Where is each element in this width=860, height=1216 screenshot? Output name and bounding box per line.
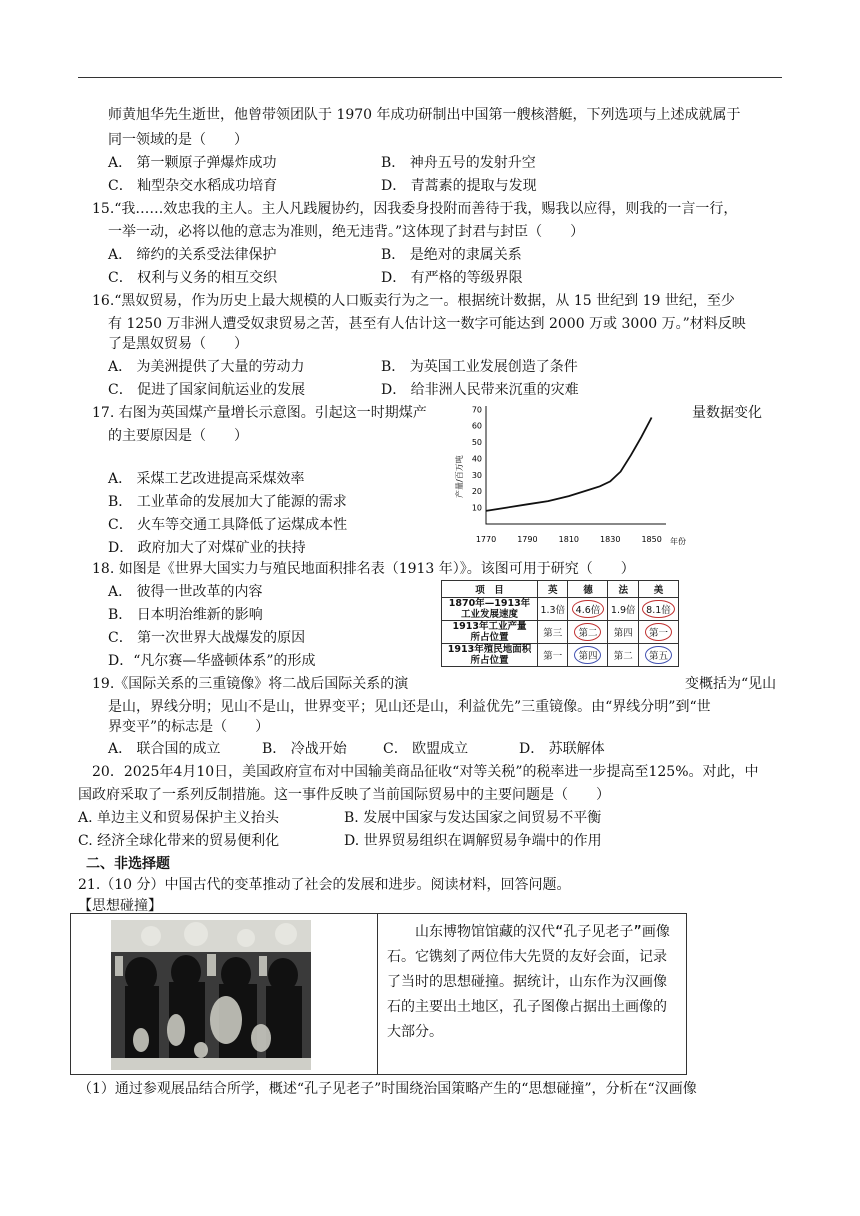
q20-option-d[interactable]: D. 世界贸易组织在调解贸易争端中的作用 xyxy=(344,833,602,849)
q16-line1: 16.“黑奴贸易，作为历史上最大规模的人口贩卖行为之一。根据统计数据，从 15 世纪到 19 世纪，至少 xyxy=(92,293,735,309)
q21-sub1: （1）通过参观展品结合所学，概述“孔子见老子”时围绕治国策略产生的“思想碰撞”，分析在“汉画像 xyxy=(78,1081,697,1097)
table-cell xyxy=(538,644,568,667)
section-heading: 二、非选择题 xyxy=(86,856,170,872)
row-label-line2: 所占位置 xyxy=(470,655,509,666)
q15-option-a[interactable]: A． 缔约的关系受法律保护 xyxy=(108,247,277,263)
q19-line1b: 变概括为“见山 xyxy=(685,676,777,692)
coal-series-line xyxy=(486,418,652,511)
table-cell xyxy=(538,598,568,621)
cell-value: 1.9倍 xyxy=(610,605,636,616)
q16-option-c[interactable]: C． 促进了国家间航运业的发展 xyxy=(108,382,306,398)
cell-value: 1.3倍 xyxy=(540,605,566,616)
coal-y-tick-label: 30 xyxy=(471,470,482,480)
box-divider xyxy=(377,914,378,1074)
coal-x-tick-label: 1790 xyxy=(517,535,538,544)
coal-y-tick-label: 70 xyxy=(471,405,482,415)
q17-option-c[interactable]: C． 火车等交通工具降低了运煤成本性 xyxy=(108,517,348,533)
coal-output-chart xyxy=(448,398,688,550)
q18-option-b[interactable]: B． 日本明治维新的影响 xyxy=(108,607,263,623)
table-row xyxy=(442,621,679,644)
coal-x-tick-label: 1810 xyxy=(558,535,580,544)
table-row xyxy=(442,598,679,621)
coal-x-tick-label: 1830 xyxy=(600,535,621,544)
table-row-label xyxy=(442,598,538,621)
q19-line3: 界变平”的标志是（ ） xyxy=(108,719,270,735)
table-cell xyxy=(568,598,608,621)
q19-option-c[interactable]: C． 欧盟成立 xyxy=(383,741,469,757)
q15-line2: 一举一动，必将以他的意志为准则，绝无违背。”这体现了封君与封臣（ ） xyxy=(108,224,585,240)
row-label-line1: 1870年—1913年 xyxy=(448,598,531,609)
table-cell xyxy=(638,598,678,621)
q20-line1: 20．2025年4月10日，美国政府宣布对中国输美商品征收“对等关税”的税率进一步提高至125%。对此，中 xyxy=(92,764,759,780)
q15-line1: 15.“我……效忠我的主人。主人凡践履协约，因我委身投附而善待于我，赐我以应得，则我的一言一行， xyxy=(92,201,738,217)
power-colony-table xyxy=(441,580,679,667)
q17-option-d[interactable]: D． 政府加大了对煤矿业的扶持 xyxy=(108,540,306,556)
table-cell xyxy=(538,621,568,644)
table-row xyxy=(442,644,679,667)
coal-x-tick-label: 1770 xyxy=(475,535,497,544)
q14-line2: 同一领域的是（ ） xyxy=(108,132,248,148)
q18-option-c[interactable]: C． 第一次世界大战爆发的原因 xyxy=(108,630,306,646)
table-header: 德 xyxy=(568,581,608,598)
q19-line2: 是山，界线分明；见山不是山，世界变平；见山还是山，利益优先”三重镜像。由“界线分明”到“世 xyxy=(108,699,711,715)
header-rule xyxy=(78,77,782,78)
cell-value: 第二 xyxy=(574,623,601,641)
q18-line1: 18. 如图是《世界大国实力与殖民地面积排名表（1913 年）》。该图可用于研究（ ） xyxy=(92,561,635,577)
q17-line2: 的主要原因是（ ） xyxy=(108,428,248,444)
q16-option-d[interactable]: D． 给非洲人民带来沉重的灾难 xyxy=(381,382,579,398)
stone-relief-image xyxy=(111,920,311,1070)
table-cell xyxy=(608,598,638,621)
cell-value: 第一 xyxy=(645,623,672,641)
coal-y-tick-label: 60 xyxy=(471,421,482,431)
table-header: 英 xyxy=(538,581,568,598)
coal-y-tick-label: 10 xyxy=(471,503,482,513)
coal-x-tick-label: 1850 xyxy=(641,535,662,544)
cell-value: 8.1倍 xyxy=(642,600,675,618)
q14-option-a[interactable]: A． 第一颗原子弹爆炸成功 xyxy=(108,155,277,171)
q15-option-d[interactable]: D． 有严格的等级界限 xyxy=(381,270,523,286)
q17-line1a: 17. 右图为英国煤产量增长示意图。引起这一时期煤产 xyxy=(92,405,427,421)
table-cell xyxy=(608,621,638,644)
table-cell xyxy=(608,644,638,667)
q20-option-b[interactable]: B. 发展中国家与发达国家之间贸易不平衡 xyxy=(344,810,602,826)
q16-option-a[interactable]: A． 为美洲提供了大量的劳动力 xyxy=(108,359,305,375)
table-cell xyxy=(568,644,608,667)
row-label-line2: 所占位置 xyxy=(470,632,509,643)
q14-option-b[interactable]: B． 神舟五号的发射升空 xyxy=(381,155,536,171)
q14-line1: 师黄旭华先生逝世，他曾带领团队于 1970 年成功研制出中国第一艘核潜艇，下列选项与上述成就属于 xyxy=(108,107,741,123)
q14-option-d[interactable]: D． 青蒿素的提取与发现 xyxy=(381,178,537,194)
row-label-line2: 工业发展速度 xyxy=(460,609,518,620)
cell-value: 第一 xyxy=(543,651,563,662)
q20-option-a[interactable]: A. 单边主义和贸易保护主义抬头 xyxy=(78,810,280,826)
q19-line1a: 19.《国际关系的三重镜像》将二战后国际关系的演 xyxy=(92,676,409,692)
cell-value: 第二 xyxy=(613,651,633,662)
table-cell xyxy=(638,644,678,667)
q19-option-b[interactable]: B． 冷战开始 xyxy=(262,741,347,757)
q17-option-b[interactable]: B． 工业革命的发展加大了能源的需求 xyxy=(108,494,347,510)
q15-option-c[interactable]: C． 权利与义务的相互交织 xyxy=(108,270,278,286)
cell-value: 4.6倍 xyxy=(572,600,605,618)
table-header: 法 xyxy=(608,581,638,598)
table-row-label xyxy=(442,644,538,667)
q17-option-a[interactable]: A． 采煤工艺改进提高采煤效率 xyxy=(108,471,305,487)
q17-line1b: 量数据变化 xyxy=(692,405,762,421)
q16-option-b[interactable]: B． 为英国工业发展创造了条件 xyxy=(381,359,578,375)
cell-value: 第三 xyxy=(543,628,563,639)
coal-ylabel: 产量/百万吨 xyxy=(455,455,464,498)
coal-y-tick-label: 50 xyxy=(471,438,482,448)
table-header: 项 目 xyxy=(442,581,538,598)
q18-option-d[interactable]: D．“凡尔赛—华盛顿体系”的形成 xyxy=(108,653,316,669)
cell-value: 第四 xyxy=(613,628,633,639)
q21-tag: 【思想碰撞】 xyxy=(78,898,162,914)
stone-relief-figure xyxy=(111,920,311,1070)
table-cell xyxy=(638,621,678,644)
q16-line3: 了是黑奴贸易（ ） xyxy=(108,336,248,352)
table-header: 美 xyxy=(638,581,678,598)
row-label-line1: 1913年殖民地面积 xyxy=(447,644,532,655)
cell-value: 第五 xyxy=(645,646,672,664)
cell-value: 第四 xyxy=(574,646,601,664)
coal-xlabel: 年份 xyxy=(670,537,686,546)
q19-option-a[interactable]: A． 联合国的成立 xyxy=(108,741,221,757)
q14-option-c[interactable]: C． 籼型杂交水稻成功培育 xyxy=(108,178,278,194)
row-label-line1: 1913年工业产量 xyxy=(452,621,527,632)
table-row-label xyxy=(442,621,538,644)
material-text: 山东博物馆馆藏的汉代“孔子见老子”画像石。它镌刻了两位伟大先贤的友好会面，记录了当时的思想碰撞。据统计，山东作为汉画像石的主要出土地区，孔子图像占据出土画像的大部分。 xyxy=(387,924,670,1040)
q16-line2: 有 1250 万非洲人遭受奴隶贸易之苦，甚至有人估计这一数字可能达到 2000 万或 3000 万。”材料反映 xyxy=(108,316,746,332)
q21-line1: 21.（10 分）中国古代的变革推动了社会的发展和进步。阅读材料，回答问题。 xyxy=(78,877,571,893)
table-cell xyxy=(568,621,608,644)
q20-line2: 国政府采取了一系列反制措施。这一事件反映了当前国际贸易中的主要问题是（ ） xyxy=(78,787,610,803)
q18-option-a[interactable]: A． 彼得一世改革的内容 xyxy=(108,584,263,600)
material-box xyxy=(70,913,687,1075)
coal-y-tick-label: 40 xyxy=(471,454,482,464)
q15-option-b[interactable]: B． 是绝对的隶属关系 xyxy=(381,247,522,263)
q20-option-c[interactable]: C. 经济全球化带来的贸易便利化 xyxy=(78,833,280,849)
coal-y-tick-label: 20 xyxy=(471,487,482,497)
q19-option-d[interactable]: D． 苏联解体 xyxy=(519,741,605,757)
